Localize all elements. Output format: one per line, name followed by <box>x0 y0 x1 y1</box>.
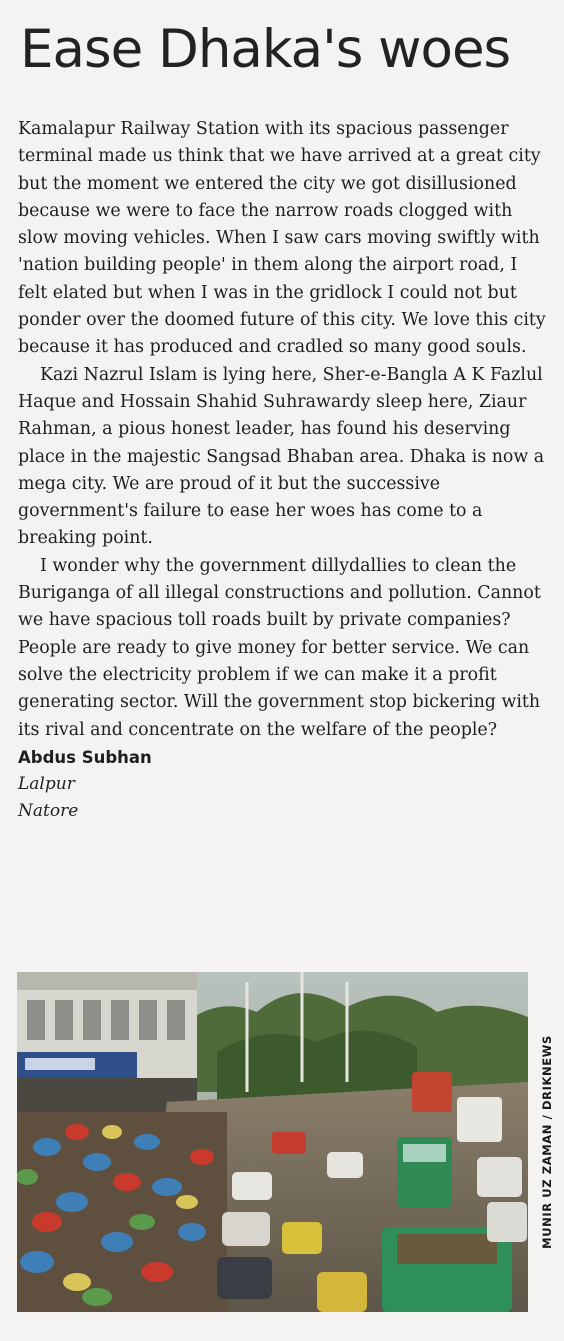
author-location-town: Lalpur <box>18 774 75 795</box>
author-location-district: Natore <box>18 801 79 822</box>
author-name: Abdus Subhan <box>18 747 152 767</box>
photo-credit <box>536 972 558 1312</box>
headline: Ease Dhaka's woes <box>20 19 511 80</box>
paragraph-1: Kamalapur Railway Station with its spacious passenger terminal made us think that we have arrived at a great city but the moment we entered the city we got disillusioned because we were to face the narrow roads clogged with slow moving vehicles. When I saw cars moving swiftly with 'nation building people' in them along the airport road, I felt elated but when I was in the gridlock I could not but ponder over the doomed future of this city. We love this city because it has produced and cradled so many good souls. <box>18 119 546 358</box>
paragraph-3: I wonder why the government dillydallies to clean the Buriganga of all illegal constructions and pollution. Cannot we have spacious toll roads built by private companies? People are ready to give money for better service. We can solve the electricity problem if we can make it a profit generating sector. Will the government stop bickering with its rival and concentrate on the welfare of the people? <box>18 555 541 740</box>
letter-body <box>18 116 550 826</box>
traffic-jam-photo <box>17 972 528 1312</box>
paragraph-2: Kazi Nazrul Islam is lying here, Sher-e-Bangla A K Fazlul Haque and Hossain Shahid Suhrawardy sleep here, Ziaur Rahman, a pious honest leader, has found his deserving place in the majestic Sangsad Bhaban area. Dhaka is now a mega city. We are proud of it but the successive government's failure to ease her woes has come to a breaking point. <box>18 364 545 549</box>
photo-credit-text: MUNIR UZ ZAMAN / DRIKNEWS <box>540 1035 554 1249</box>
